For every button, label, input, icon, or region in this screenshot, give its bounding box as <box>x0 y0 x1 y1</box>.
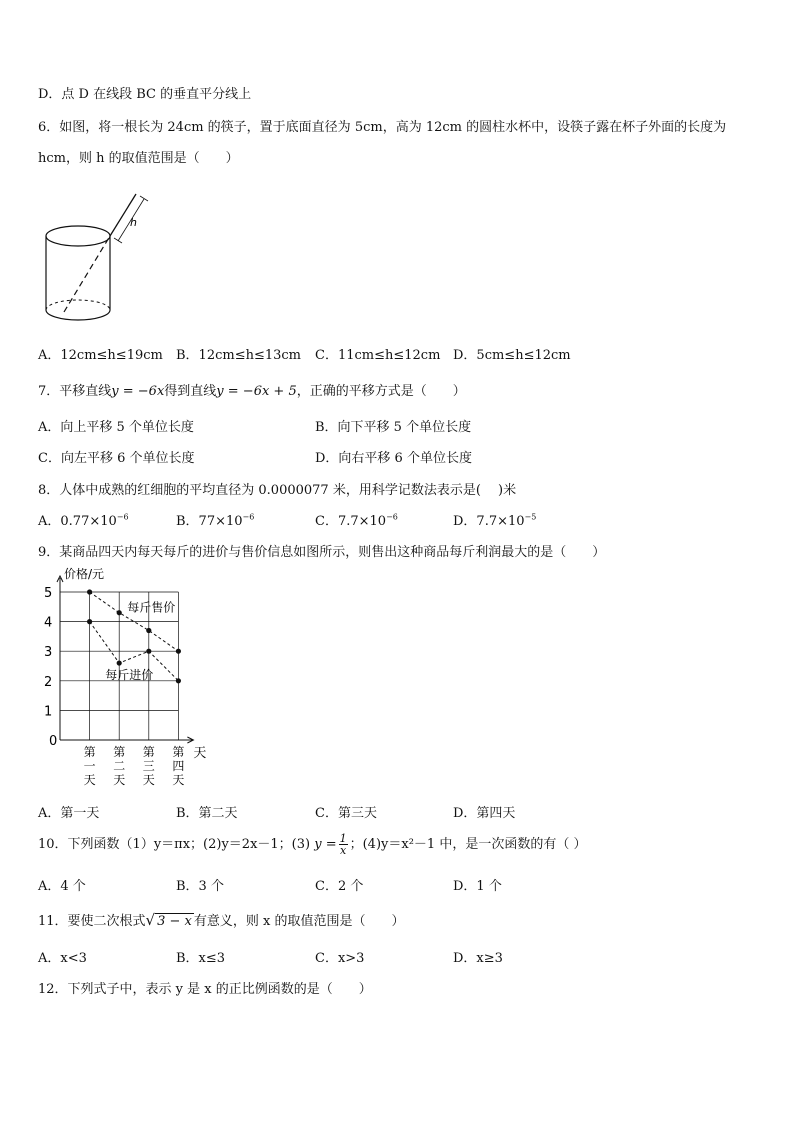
q10-eq: y = <box>314 837 337 852</box>
h-label: h <box>130 216 137 229</box>
data-point <box>146 649 151 654</box>
q7-option-d: D．向右平移 6 个单位长度 <box>315 451 472 466</box>
series-label: 每斤进价 <box>105 668 154 683</box>
x-tick-label: 第四天 <box>172 745 185 787</box>
q8-option-c: C．$7.7\times 10^{-6}$ <box>315 512 398 529</box>
q10-fraction: $\frac{1}{x}$ <box>339 832 347 857</box>
data-point <box>146 628 151 633</box>
y-tick-label: 5 <box>44 586 53 601</box>
y-tick-label: 3 <box>44 645 53 661</box>
q10-option-c: C．2 个 <box>315 879 364 894</box>
x-tick-label: 第一天 <box>83 745 96 787</box>
series-label: 每斤售价 <box>127 600 176 615</box>
y-tick-label: 1 <box>44 704 53 720</box>
cylinder-figure <box>40 188 160 328</box>
price-chart <box>30 562 210 790</box>
q9-option-b: B．第二天 <box>176 806 238 821</box>
q6-option-a: A．12cm≤h≤19cm <box>38 348 163 363</box>
q8-option-d: D．$7.7\times 10^{-5}$ <box>453 512 537 529</box>
q6-option-d: D．5cm≤h≤12cm <box>453 348 571 363</box>
x-tick-label: 第三天 <box>142 745 155 787</box>
q9-option-d: D．第四天 <box>453 806 516 821</box>
q9-option-c: C．第三天 <box>315 806 377 821</box>
q11-radical: √ 3 − x <box>145 911 192 929</box>
q10-stem: 10．下列函数（1）y＝πx；(2)y＝2x－1；(3) y = $\frac{1}{x}$ ；(4)y＝x²－1 中，是一次函数的有（ ） <box>38 832 587 857</box>
q9-option-a: A．第一天 <box>38 806 100 821</box>
q8-option-a: A．$0.77\times 10^{-6}$ <box>38 512 129 529</box>
q7-eq2: y = −6x + 5 <box>216 384 297 399</box>
q11-option-b: B．x≤3 <box>176 951 226 966</box>
q10-option-b: B．3 个 <box>176 879 224 894</box>
q7-eq1: y = −6x <box>111 384 165 399</box>
y-tick-label: 0 <box>49 734 58 749</box>
data-point <box>117 660 122 665</box>
q7-option-a: A．向上平移 5 个单位长度 <box>38 420 194 435</box>
data-point <box>176 649 181 654</box>
x-axis-label: 天 <box>193 746 207 761</box>
data-point <box>87 619 92 624</box>
q7-stem: 7．平移直线y = −6x得到直线y = −6x + 5，正确的平移方式是（ ） <box>38 384 466 399</box>
y-axis-label: 价格/元 <box>64 567 105 581</box>
q11-stem: 11．要使二次根式√ 3 − x 有意义，则 x 的取值范围是（ ） <box>38 911 405 929</box>
q8-option-b: B．$77\times 10^{-6}$ <box>176 512 255 529</box>
q11-option-d: D．x≥3 <box>453 951 503 966</box>
q6-option-b: B．12cm≤h≤13cm <box>176 348 302 363</box>
q7-option-b: B．向下平移 5 个单位长度 <box>315 420 472 435</box>
y-tick-label: 2 <box>44 674 53 690</box>
data-point <box>87 589 92 594</box>
data-point <box>176 678 181 683</box>
y-tick-label: 4 <box>44 615 53 631</box>
q12-stem: 12．下列式子中，表示 y 是 x 的正比例函数的是（ ） <box>38 982 372 997</box>
q6-stem-line2: hcm，则 h 的取值范围是（ ） <box>38 151 239 166</box>
q11-option-a: A．x<3 <box>38 951 87 966</box>
q9-stem: 9．某商品四天内每天每斤的进价与售价信息如图所示，则售出这种商品每斤利润最大的是（ ） <box>38 545 606 560</box>
q7-option-c: C．向左平移 6 个单位长度 <box>38 451 195 466</box>
x-tick-label: 第二天 <box>113 745 126 787</box>
q10-option-a: A．4 个 <box>38 879 86 894</box>
q6-stem-line1: 6．如图，将一根长为 24cm 的筷子，置于底面直径为 5cm，高为 12cm 的圆柱水杯中，设筷子露在杯子外面的长度为 <box>38 120 727 135</box>
q5-option-d: D．点 D 在线段 BC 的垂直平分线上 <box>38 87 252 102</box>
q6-option-c: C．11cm≤h≤12cm <box>315 348 441 363</box>
q11-option-c: C．x>3 <box>315 951 365 966</box>
q10-option-d: D．1 个 <box>453 879 502 894</box>
q8-stem: 8．人体中成熟的红细胞的平均直径为 0.0000077 米，用科学记数法表示是( )米 <box>38 483 517 498</box>
data-point <box>117 610 122 615</box>
